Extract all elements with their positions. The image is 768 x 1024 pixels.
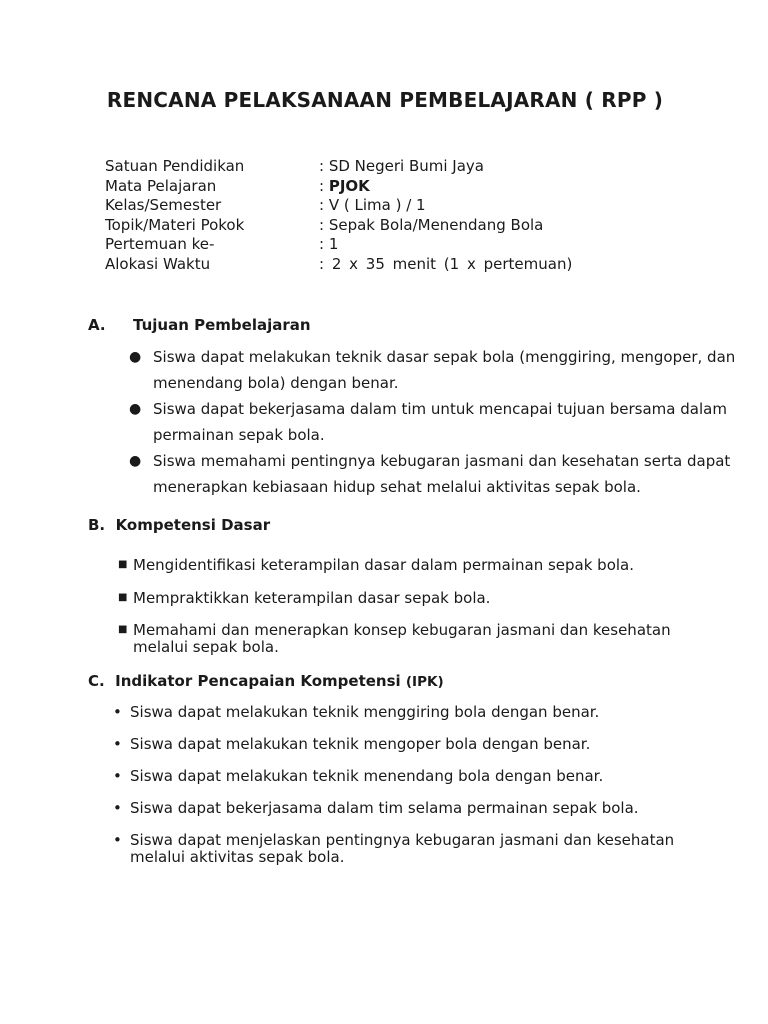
kompetensi-list bbox=[118, 557, 718, 671]
section-title: Tujuan Pembelajaran bbox=[133, 316, 311, 334]
list-item bbox=[113, 736, 723, 753]
list-item-text: Siswa dapat bekerjasama dalam tim selama permainan sepak bola. bbox=[130, 799, 639, 817]
info-value: : 1 bbox=[319, 235, 339, 254]
indikator-list bbox=[113, 704, 723, 881]
list-item bbox=[113, 768, 723, 785]
info-label: Pertemuan ke- bbox=[105, 235, 215, 254]
section-a-heading bbox=[88, 315, 311, 335]
section-c-heading bbox=[88, 671, 444, 692]
info-row-kelas-semester bbox=[105, 196, 572, 216]
info-table bbox=[105, 157, 572, 275]
list-item-text: Siswa dapat melakukan teknik menggiring bola dengan benar. bbox=[130, 703, 600, 721]
info-value: : V ( Lima ) / 1 bbox=[319, 196, 426, 215]
bullet-icon: ■ bbox=[118, 624, 128, 635]
bullet-icon: ● bbox=[129, 453, 142, 469]
info-label: Mata Pelajaran bbox=[105, 176, 217, 195]
info-value-prefix: : bbox=[319, 176, 329, 195]
section-title: C. Indikator Pencapaian Kompetensi bbox=[88, 672, 406, 690]
list-item-text: Siswa dapat bekerjasama dalam tim untuk mencapai tujuan bersama dalam permainan sepak bola. bbox=[153, 400, 727, 444]
bullet-icon: • bbox=[113, 799, 122, 817]
list-item bbox=[113, 800, 723, 817]
bullet-icon: ■ bbox=[118, 591, 128, 603]
info-value-bold: PJOK bbox=[328, 176, 370, 195]
list-item bbox=[118, 590, 718, 607]
list-item-text: Siswa dapat melakukan teknik mengoper bola dengan benar. bbox=[130, 735, 591, 753]
section-abbr: (IPK) bbox=[405, 674, 444, 690]
list-item-text: Siswa dapat melakukan teknik dasar sepak bola (menggiring, mengoper, dan menendang bola) dengan benar. bbox=[153, 348, 736, 392]
list-item-text: Siswa dapat menjelaskan pentingnya kebugaran jasmani dan kesehatan melalui aktivitas sepak bola. bbox=[130, 831, 675, 866]
bullet-icon: • bbox=[113, 767, 122, 785]
info-label: Kelas/Semester bbox=[105, 196, 222, 215]
info-value bbox=[319, 177, 370, 197]
info-row-mata-pelajaran bbox=[105, 177, 572, 197]
bullet-icon: ■ bbox=[118, 559, 128, 570]
info-label: Topik/Materi Pokok bbox=[105, 215, 245, 234]
bullet-icon: ● bbox=[129, 401, 142, 417]
info-label: Satuan Pendidikan bbox=[105, 157, 245, 175]
info-value: : SD Negeri Bumi Jaya bbox=[319, 157, 484, 175]
info-row-pertemuan bbox=[105, 235, 572, 255]
list-item-text: Mengidentifikasi keterampilan dasar dalam permainan sepak bola. bbox=[133, 556, 635, 574]
list-item-text: Siswa memahami pentingnya kebugaran jasmani dan kesehatan serta dapat menerapkan kebiasaan hidup sehat melalui aktivitas sepak bola. bbox=[153, 452, 731, 496]
info-value: : Sepak Bola/Menendang Bola bbox=[319, 215, 544, 234]
tujuan-list bbox=[125, 344, 755, 500]
page-title: RENCANA PELAKSANAAN PEMBELAJARAN ( RPP ) bbox=[106, 88, 664, 112]
bullet-icon: • bbox=[113, 703, 122, 721]
list-item bbox=[118, 622, 718, 655]
section-b-heading: B. Kompetensi Dasar bbox=[88, 516, 271, 534]
bullet-icon: • bbox=[113, 831, 122, 849]
info-row-alokasi-waktu bbox=[105, 255, 572, 275]
list-item-text: Memahami dan menerapkan konsep kebugaran jasmani dan kesehatan melalui sepak bola. bbox=[133, 621, 671, 656]
info-row-topik-materi bbox=[105, 216, 572, 236]
bullet-icon: ● bbox=[129, 349, 142, 365]
list-item-text: Siswa dapat melakukan teknik menendang bola dengan benar. bbox=[130, 767, 604, 785]
list-item bbox=[113, 704, 723, 721]
bullet-icon: • bbox=[113, 735, 122, 753]
list-item-text: Mempraktikkan keterampilan dasar sepak bola. bbox=[133, 588, 491, 607]
list-item bbox=[125, 448, 755, 500]
info-row-satuan-pendidikan bbox=[105, 157, 572, 177]
section-letter: A. bbox=[88, 316, 106, 334]
info-label: Alokasi Waktu bbox=[105, 254, 211, 273]
info-value: : 2 x 35 menit (1 x pertemuan) bbox=[319, 254, 573, 273]
list-item bbox=[125, 396, 755, 448]
list-item bbox=[113, 832, 723, 865]
list-item bbox=[125, 344, 755, 396]
list-item bbox=[118, 557, 718, 574]
